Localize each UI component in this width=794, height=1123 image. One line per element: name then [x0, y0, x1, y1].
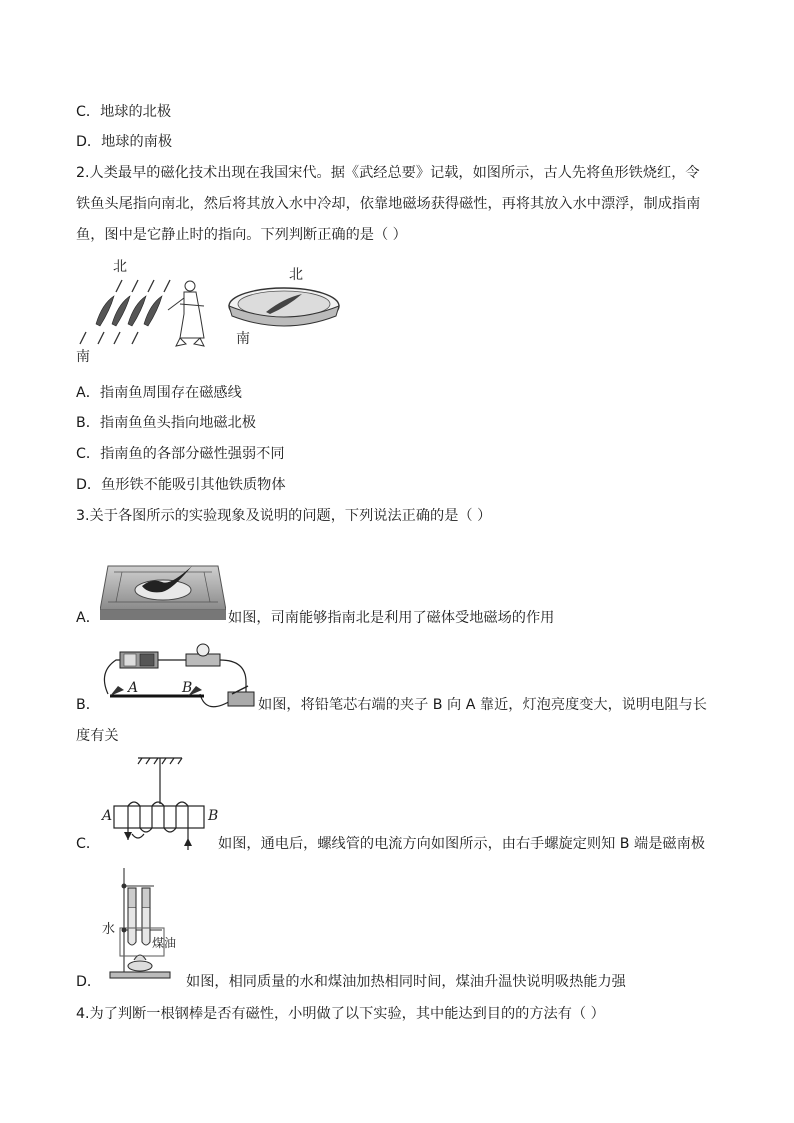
sinan-compass-illustration: [100, 556, 226, 622]
q2-option-b: B．指南鱼鱼头指向地磁北极: [76, 415, 256, 431]
q2-figure-fish-magnetization: [76, 254, 216, 366]
q2-fig-right-north-label: 北: [289, 267, 303, 283]
solenoid-illustration: [98, 752, 220, 858]
circuit-illustration: [96, 642, 258, 718]
q1-option-c: C．地球的北极: [76, 104, 172, 120]
q3-b-label: B．: [76, 697, 100, 713]
q2-option-d: D．鱼形铁不能吸引其他铁质物体: [76, 477, 286, 493]
q3-figure-heating-apparatus: [98, 862, 188, 990]
q3-a-text: 如图，司南能够指南北是利用了磁体受地磁场的作用: [228, 610, 555, 626]
q3-d-text: 如图，相同质量的水和煤油加热相同时间，煤油升温快说明吸热能力强: [186, 974, 626, 990]
q3-b-text: 如图，将铅笔芯右端的夹子 B 向 A 靠近，灯泡亮度变大，说明电阻与长: [258, 697, 707, 713]
fish-array-illustration: [76, 254, 216, 366]
q3-d-fig-water-label: 水: [102, 922, 116, 937]
q2-option-a: A．指南鱼周围存在磁感线: [76, 385, 242, 401]
q3-c-fig-label-a: A: [102, 808, 113, 824]
q3-d-fig-kerosene-label: 煤油: [152, 936, 177, 950]
q2-option-c: C．指南鱼的各部分磁性强弱不同: [76, 446, 285, 462]
q3-figure-solenoid: [98, 752, 220, 858]
water-bowl-illustration: [226, 262, 346, 346]
q4-stem: 4.为了判断一根钢棒是否有磁性，小明做了以下实验，其中能达到目的的方法有（ ）: [76, 1006, 605, 1022]
q2-stem-line1: 2.人类最早的磁化技术出现在我国宋代。据《武经总要》记载，如图所示，古人先将鱼形铁烧红，令: [76, 165, 700, 181]
q3-stem: 3.关于各图所示的实验现象及说明的问题，下列说法正确的是（ ）: [76, 508, 492, 524]
q3-b-fig-label-b: B: [182, 680, 193, 696]
q2-fig-left-north-label: 北: [113, 259, 127, 275]
q3-figure-sinan: [100, 556, 226, 622]
q2-figure-floating-fish: [226, 262, 346, 346]
q2-stem-line2: 铁鱼头尾指向南北，然后将其放入水中冷却，依靠地磁场获得磁性，再将其放入水中漂浮，制成指南: [76, 196, 701, 212]
q3-c-text: 如图，通电后，螺线管的电流方向如图所示，由右手螺旋定则知 B 端是磁南极: [218, 836, 705, 852]
q3-figure-pencil-circuit: [96, 642, 258, 718]
q3-b-text-line2: 度有关: [76, 728, 119, 744]
q3-a-label: A．: [76, 610, 100, 626]
q1-option-d: D．地球的南极: [76, 134, 173, 150]
q3-d-label: D．: [76, 974, 102, 990]
q3-b-fig-label-a: A: [128, 680, 139, 696]
q2-fig-right-south-label: 南: [236, 331, 250, 347]
q2-fig-left-south-label: 南: [76, 349, 90, 365]
q3-c-label: C．: [76, 836, 101, 852]
q3-c-fig-label-b: B: [208, 808, 219, 824]
q2-stem-line3: 鱼，图中是它静止时的指向。下列判断正确的是（ ）: [76, 227, 407, 243]
